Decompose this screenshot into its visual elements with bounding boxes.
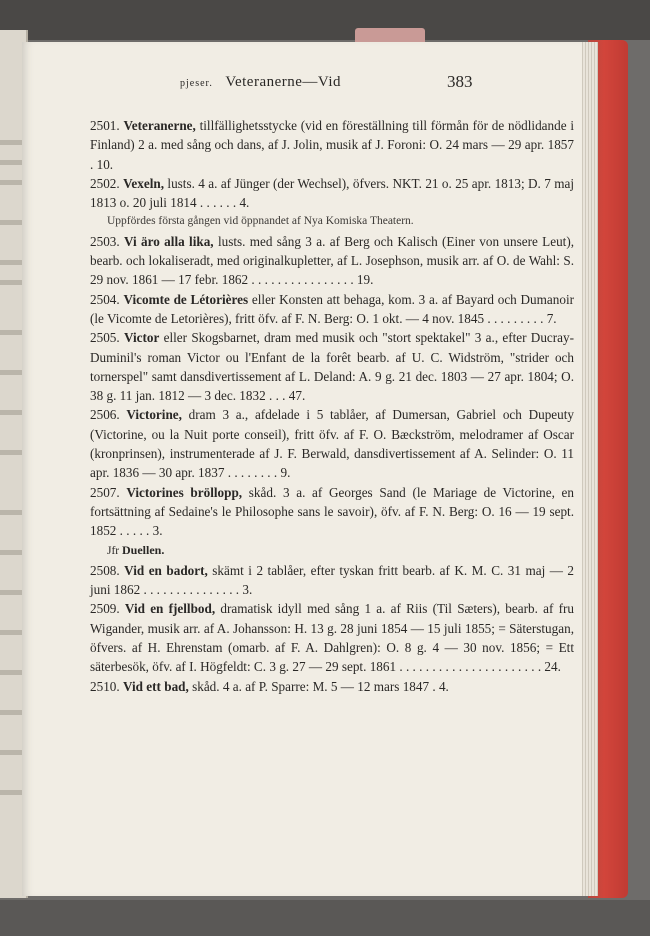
entry-number: 2510. [90, 678, 120, 694]
section-title: Veteranerne—Vid [225, 74, 342, 90]
entry-number: 2505. [90, 330, 120, 346]
entry-number: 2504. [90, 291, 120, 307]
entry-number: 2506. [90, 407, 120, 423]
entry-text: tillfällighetsstycke (vid en föreställning till förmån för de nödlidande i Finland) 2 a. med sång och dans, af J. Jolin, musik af J. Foroni: O. 24 mars — 29 apr. 1857 . 10. [90, 118, 575, 172]
background-bottom [0, 900, 650, 936]
entry-title: Vexeln, [123, 175, 164, 191]
entry-2506 [90, 405, 574, 482]
entry-2501 [90, 116, 574, 174]
page-edges [580, 42, 598, 896]
entry-title: Victorine, [126, 407, 182, 423]
entry-title: Victorines bröllopp, [126, 484, 243, 500]
entry-title: Victor [123, 330, 160, 346]
entry-2508 [90, 561, 574, 600]
cross-reference [90, 541, 574, 561]
entry-number: 2509. [90, 601, 120, 617]
entry-text: skåd. 4 a. af P. Sparre: M. 5 — 12 mars 1847 . 4. [192, 678, 449, 694]
entry-title: Vi äro alla lika, [124, 233, 214, 249]
entry-note: Uppfördes första gången vid öppnandet af Nya Komiska Theatern. [107, 215, 414, 228]
section-label: pjeser. [180, 78, 213, 89]
running-head [0, 74, 650, 98]
entry-text: eller Konsten att behaga, kom. 3 a. af Bayard och Dumanoir (le Vicomte de Letorières), fritt öfv. af F. N. Berg: O. 1 okt. — 4 nov. 1845 . . . . . . . . . 7. [90, 291, 575, 326]
entry-2509 [90, 599, 574, 676]
entry-2503 [90, 232, 574, 290]
entry-text: lusts. med sång 3 a. af Berg och Kalisch (Einer von unsere Leut), bearb. och lokaliseradt, med originalkupletter, af L. Josephson, musik arr. af O. de Wahl: S. 29 nov. 1861 — 17 febr. 1862 . . . . . . . . . . . . . . . . 19. [90, 233, 575, 288]
entry-text: dramatisk idyll med sång 1 a. af Riis (Til Sæters), bearb. af fru Wigander, musik arr. af A. Johansson: H. 13 g. 28 juni 1854 — 15 juli 1855; = Säterstugan, öfvers. af H. Ehrenstam (omarb. af F. A. Dahlgren): O. 8 g. 4 — 30 nov. 1856; = Ett säterbesök, öfv. af I. Högfeldt: C. 3 g. 27 — 29 sept. 1861 . . . . . . . . . . . . . . . . . . . . . . 24. [90, 601, 575, 675]
entry-title: Vicomte de Létorières [123, 291, 249, 307]
entry-number: 2508. [90, 562, 120, 578]
see-also-label: Jfr [107, 544, 120, 557]
entry-number: 2507. [90, 484, 120, 500]
entry-title: Veteranerne, [123, 118, 196, 133]
background-top [0, 0, 650, 40]
entry-text: dram 3 a., afdelade i 5 tablåer, af Dumersan, Gabriel och Dupeuty (Victorine, ou la Nuit porte conseil), fritt öfv. af F. O. Bæckström, melodramer af Oscar (kronprinsen), instrumenterade af J. F. Berwald, dansdivertissement af A. Selinder: O. 11 apr. 1836 — 30 apr. 1837 . . . . . . . . 9. [90, 407, 574, 481]
entry-2507 [90, 483, 574, 561]
entry-text: eller Skogsbarnet, dram med musik och "stort spektakel" 3 a., efter Ducray-Duminil's roman Victor ou l'Enfant de la forêt bearb. af U. C. Widström, "strider och tornerspel" samt dansdivertissement af L. Deland: A. 9 g. 21 dec. 1803 — 27 apr. 1804; O. 38 g. 11 jan. 1812 — 3 dec. 1832 . . . 47. [90, 330, 575, 404]
page-number: 383 [447, 72, 473, 91]
entry-title: Vid en badort, [124, 562, 208, 578]
entry-list [90, 116, 574, 696]
entry-2502 [90, 174, 574, 232]
entry-number: 2501. [90, 118, 120, 133]
entry-text: skämt i 2 tablåer, efter tyskan fritt bearb. af K. M. C. 31 maj — 2 juni 1862 . . . . . . . . . . . . . . . 3. [90, 562, 575, 598]
entry-number: 2502. [90, 175, 120, 191]
entry-text: lusts. 4 a. af Jünger (der Wechsel), öfvers. NKT. 21 o. 25 apr. 1813; D. 7 maj 1813 o. 20 juli 1814 . . . . . . 4. [90, 175, 575, 211]
entry-title: Vid ett bad, [122, 678, 189, 694]
running-title [180, 74, 341, 91]
entry-2510 [90, 677, 574, 696]
entry-title: Vid en fjellbod, [124, 601, 216, 617]
entry-2505 [90, 328, 574, 405]
entry-number: 2503. [90, 233, 120, 249]
see-also-target: Duellen. [122, 542, 165, 557]
entry-2504 [90, 290, 574, 329]
entry-text: skåd. 3 a. af Georges Sand (le Mariage de Victorine, en fortsättning af Sedaine's le Philosophe sans le savoir), öfv. af F. N. Berg: O. 16 — 19 sept. 1852 . . . . . 3. [90, 484, 574, 539]
